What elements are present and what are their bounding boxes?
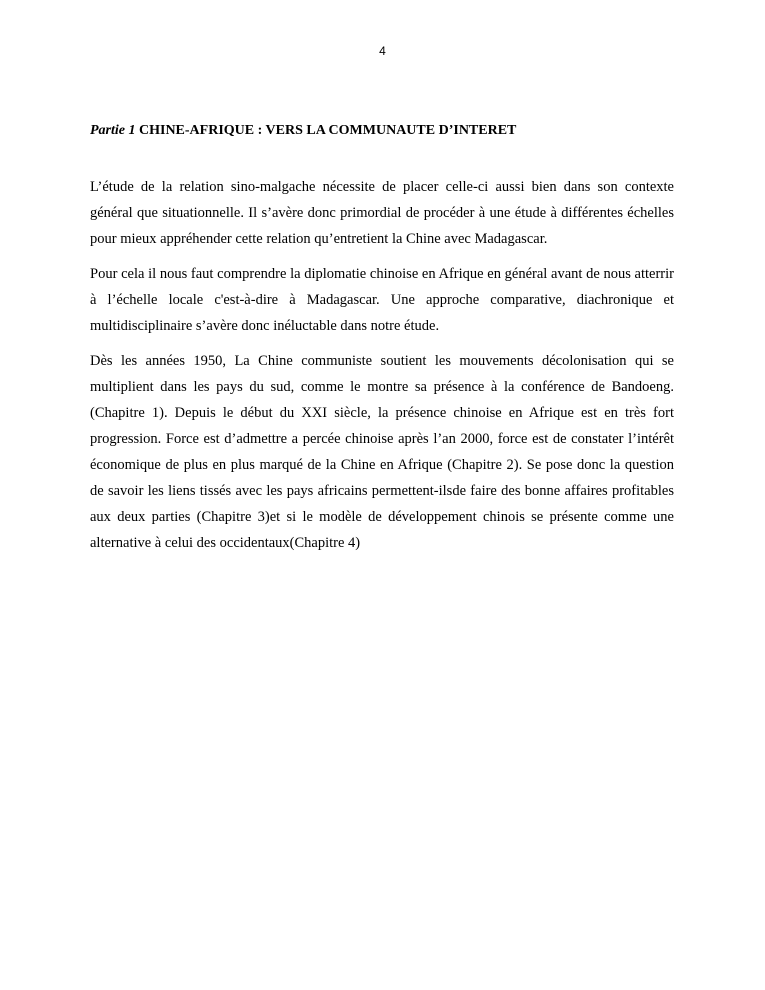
document-body [90,118,674,565]
paragraph-intro: L’étude de la relation sino-malgache nécessite de placer celle-ci aussi bien dans son contexte général que situationnelle. Il s’avère donc primordial de procéder à une étude à différentes échelles pour mieux appréhender cette relation qu’entretient la Chine avec Madagascar. [90,179,674,247]
section-heading [90,118,674,144]
paragraph-chapters: Dès les années 1950, La Chine communiste soutient les mouvements décolonisation qui se multiplient dans les pays du sud, comme le montre sa présence à la conférence de Bandoeng. (Chapitre 1). Depuis le début du XXI siècle, la présence chinoise en Afrique est en très fort progression. Force est d’admettre a percée chinoise après l’an 2000, force est de constater l’intérêt économique de plus en plus marqué de la Chine en Afrique (Chapitre 2). Se pose donc la question de savoir les liens tissés avec les pays africains permettent-ilsde faire des bonne affaires profitables aux deux parties (Chapitre 3)et si le modèle de développement chinois se présente comme une alternative à celui des occidentaux(Chapitre 4) [90,353,674,551]
paragraph-method: Pour cela il nous faut comprendre la diplomatie chinoise en Afrique en général avant de nous atterrir à l’échelle locale c'est-à-dire à Madagascar. Une approche comparative, diachronique et multidisciplinaire s’avère donc inéluctable dans notre étude. [90,266,674,334]
page-number: 4 [379,44,386,58]
part-label: Partie 1 [90,123,136,138]
section-title: CHINE-AFRIQUE : VERS LA COMMUNAUTE D’INTERET [139,123,517,138]
